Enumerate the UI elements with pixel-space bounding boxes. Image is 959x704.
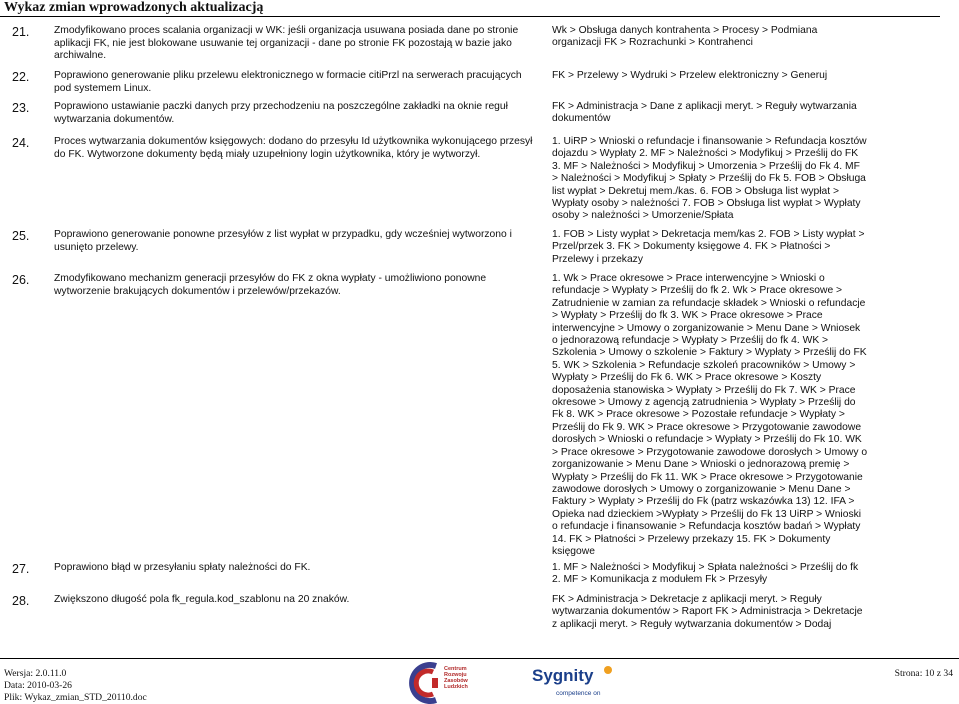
item-path: 1. FOB > Listy wypłat > Dekretacja mem/kas 2. FOB > Listy wypłat > Przel/przek 3. FK > Dokumenty księgowe 4. FK > Płatności > Przelewy i przekazy	[552, 229, 865, 265]
sygnity-logo: Sygnity	[532, 666, 594, 685]
sygnity-mark-icon	[602, 664, 614, 676]
item-number: 27.	[12, 562, 30, 576]
item-number: 28.	[12, 594, 30, 608]
footer-info	[4, 668, 147, 704]
item-number: 24.	[12, 136, 30, 150]
item-number: 25.	[12, 229, 30, 243]
footer-version: Wersja: 2.0.11.0	[4, 668, 67, 679]
item-path: 1. MF > Należności > Modyfikuj > Spłata należności > Prześlij do fk 2. MF > Komunikacja z modułem Fk > Przesyły	[552, 562, 859, 586]
item-number: 23.	[12, 101, 30, 115]
item-description: Zwiększono długość pola fk_regula.kod_szablonu na 20 znaków.	[54, 594, 350, 605]
page-number: Strona: 10 z 34	[894, 668, 953, 679]
sygnity-tagline: competence on	[556, 690, 601, 697]
page-title: Wykaz zmian wprowadzonych aktualizacją	[4, 0, 264, 15]
item-path: Wk > Obsługa danych kontrahenta > Procesy > Podmiana organizacji FK > Rozrachunki > Kontrahenci	[552, 25, 818, 49]
item-description: Poprawiono błąd w przesyłaniu spłaty należności do FK.	[54, 562, 311, 573]
item-number: 21.	[12, 25, 30, 39]
item-description: Poprawiono ustawianie paczki danych przy przechodzeniu na poszczególne zakładki na oknie reguł wytwarzania dokumentów.	[54, 101, 508, 125]
item-description: Proces wytwarzania dokumentów księgowych: dodano do przesyłu Id użytkownika wykonującego przesył do FK. Wytworzone dokumenty będą miały uzupełniony login użytkownika, który je wytworzył.	[54, 136, 533, 160]
footer-divider	[0, 658, 959, 659]
centrum-logo-text: Centrum Rozwoju Zasobów Ludzkich	[444, 666, 468, 690]
item-path: FK > Przelewy > Wydruki > Przelew elektroniczny > Generuj	[552, 70, 828, 81]
item-number: 22.	[12, 70, 30, 84]
footer-date: Data: 2010-03-26	[4, 680, 72, 691]
item-number: 26.	[12, 273, 30, 287]
item-path: FK > Administracja > Dane z aplikacji meryt. > Reguły wytwarzania dokumentów	[552, 101, 857, 125]
item-description: Poprawiono generowanie pliku przelewu elektronicznego w formacie citiPrzl na serwerach pracujących pod systemem Linux.	[54, 70, 522, 94]
item-description: Zmodyfikowano proces scalania organizacji w WK: jeśli organizacja usuwana posiada dane po stronie aplikacji FK, nie jest blokowane usuwanie tej organizacji - dane po stronie FK pozostają w bazie jako archiwalne.	[54, 25, 519, 62]
header-divider	[0, 16, 940, 17]
item-path: 1. Wk > Prace okresowe > Prace interwencyjne > Wnioski o refundacje > Wypłaty > Prześlij do fk 2. Wk > Prace okresowe > Zatrudnienie w zamian za refundacje składek > Wnioski o refundacje > Wypłaty > Prześlij do fk 3. WK > Prace okresowe > Prace interwencyjne > Umowy o zorganizowanie > Menu Dane > Wniosek o jednorazową refundacje > Wypłaty > Prześlij do fk 4. WK > Szkolenia > Umowy o szkolenie > Faktury > Wypłaty > Prześlij do FK 5. WK > Szkolenia > Refundacje szkoleń pracowników > Umowy > Wypłaty > Prześlij do Fk 6. WK > Prace okresowe > Koszty doposażenia stanowiska > Wypłaty > Prześlij do Fk 7. WK > Prace okresowe > Umowy z agencją zatrudnienia > Wypłaty > Prześlij do Fk 8. WK > Prace okresowe > Pozostałe refundacje > Wypłaty > Prześlij do Fk 9. WK > Prace okresowe > Przygotowanie zawodowe dorosłych > Wnioski o refundacje > Wypłaty > Prześlij do Fk 10. WK > Prace okresowe > Przygotowanie zawodowe dorosłych > Umowy o zorganizowanie > Menu Dane > Wnioski o jednorazową premię > Wypłaty > Prześlij do Fk 11. WK > Prace okresowe > Przygotowanie zawodowe dorosłych > Umowy o zorganizowanie > Menu Dane > Faktury > Wypłaty > Prześlij do Fk (patrz wskazówka 13) 12. IFA > Opieka nad dzieckiem >Wypłaty > Prześlij do Fk 13 UiRP > Wnioski o refundacje i finansowanie > Refundacja kosztów badań > Wypłaty 14. FK > Płatności > Przelewy przekazy 15. FK > Dokumenty księgowe	[552, 273, 868, 557]
item-path: FK > Administracja > Dekretacje z aplikacji meryt. > Reguły wytwarzania dokumentów > Raport FK > Administracja > Dekretacje z aplikacji meryt. > Reguły wytwarzania dokumentów > Dodaj	[552, 594, 863, 630]
item-description: Poprawiono generowanie ponowne przesyłów z list wypłat w przypadku, gdy wcześniej wytworzono i usunięto przelewy.	[54, 229, 512, 253]
item-description: Zmodyfikowano mechanizm generacji przesyłów do FK z okna wypłaty - umożliwiono ponowne wytworzenie brakujących dokumentów i przelewów/przekazów.	[54, 273, 487, 297]
item-path: 1. UiRP > Wnioski o refundacje i finansowanie > Refundacja kosztów dojazdu > Wypłaty 2. MF > Należności > Modyfikuj > Prześlij do FK 3. MF > Należności > Modyfikuj > Umorzenia > Prześlij do Fk 4. MF > Należności > Modyfikuj > Spłaty > Prześlij do Fk 5. FOB > Obsługa list wypłat > Dekretuj mem./kas. 6. FOB > Obsługa list wypłat > Wypłaty osoby > należności 7. FOB > Obsługa list wypłat > Wypłaty osoby > należności > Umorzenie/Spłata	[552, 136, 867, 222]
footer-file: Plik: Wykaz_zmian_STD_20110.doc	[4, 692, 147, 703]
